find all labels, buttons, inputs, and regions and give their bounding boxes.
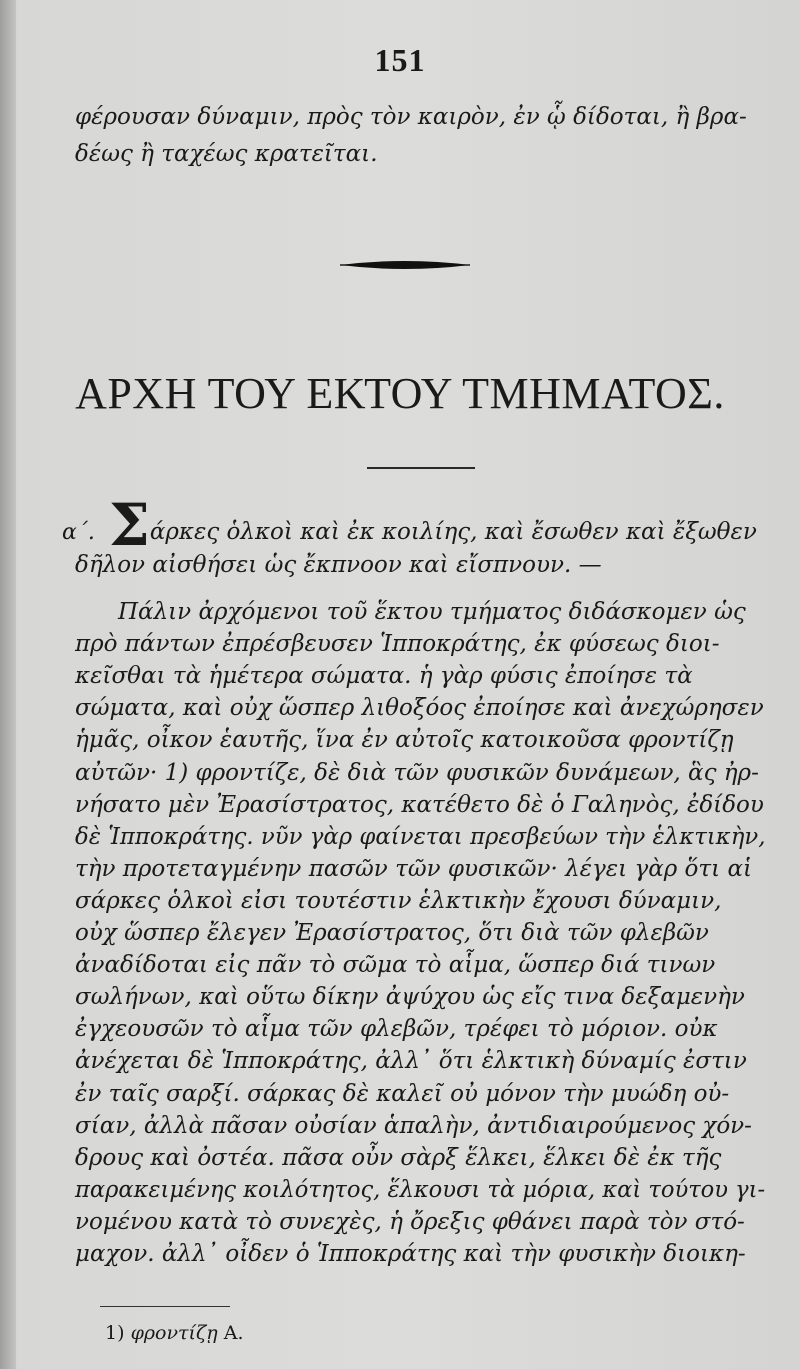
text-line: Πάλιν ἀρχόμενοι τοῦ ἕκτου τμήματος διδάσκομεν ὡς (118, 599, 746, 625)
page-gutter-shadow (0, 0, 16, 1369)
text-line: οὐχ ὥσπερ ἔλεγεν Ἐρασίστρατος, ὅτι διὰ τῶν φλεβῶν (75, 920, 709, 946)
text-line: παρακειμένης κοιλότητος, ἕλκουσι τὰ μόρια, καὶ τούτου γι- (75, 1176, 766, 1203)
footnote-rule (100, 1306, 230, 1307)
text-line: δρους καὶ ὀστέα. πᾶσα οὖν σὰρξ ἕλκει, ἕλκει δὲ ἐκ τῆς (75, 1144, 722, 1171)
footnote (105, 1322, 243, 1344)
text-line: δὲ Ἱπποκράτης. νῦν γὰρ φαίνεται πρεσβεύων τὴν ἑλκτικὴν, (75, 823, 766, 850)
text-line: ἡμᾶς, οἶκον ἑαυτῆς, ἵνα ἐν αὐτοῖς κατοικοῦσα φροντίζῃ (75, 727, 734, 754)
text-line: ἀναδίδοται εἰς πᾶν τὸ σῶμα τὸ αἷμα, ὥσπερ διά τινων (75, 952, 716, 979)
section-ornament (340, 258, 470, 272)
aphorism-line (62, 491, 757, 559)
aphorism-text: άρκες ὁλκοὶ καὶ ἐκ κοιλίης, καὶ ἔσωθεν καὶ ἔξωθεν (149, 519, 757, 545)
footnote-marker: 1) (105, 1322, 125, 1344)
text-line: κεῖσθαι τὰ ἡμέτερα σώματα. ἡ γὰρ φύσις ἐποίησε τὰ (75, 663, 693, 690)
text-line: σάρκες ὁλκοὶ εἰσι τουτέστιν ἑλκτικὴν ἔχουσι δύναμιν, (75, 887, 722, 914)
text-line: σώματα, καὶ οὐχ ὥσπερ λιθοξόος ἐποίησε καὶ ἀνεχώρησεν (75, 695, 764, 722)
heading-rule (367, 467, 475, 469)
text-line: φέρουσαν δύναμιν, πρὸς τὸν καιρὸν, ἐν ᾧ δίδοται, ἢ βρα- (75, 104, 747, 130)
text-line: πρὸ πάντων ἐπρέσβευσεν Ἱπποκράτης, ἐκ φύσεως διοι- (75, 631, 720, 658)
drop-initial: Σ (108, 491, 150, 559)
text-line: ἐγχεουσῶν τὸ αἷμα τῶν φλεβῶν, τρέφει τὸ μόριον. οὐκ (75, 1016, 718, 1043)
text-line: τὴν προτεταγμένην πασῶν τῶν φυσικῶν· λέγει γὰρ ὅτι αἱ (75, 855, 753, 882)
text-line: μαχον. ἀλλ᾽ οἶδεν ὁ Ἱπποκράτης καὶ τὴν φυσικὴν διοικη- (75, 1241, 746, 1267)
footnote-text: φροντίζῃ (130, 1322, 218, 1344)
text-line: σωλήνων, καὶ οὕτω δίκην ἀψύχου ὡς εἴς τινα δεξαμενὴν (75, 984, 745, 1011)
text-line: ἐν ταῖς σαρξί. σάρκας δὲ καλεῖ οὐ μόνον τὴν μυώδη οὐ- (75, 1080, 730, 1107)
aphorism-line-2: δῆλον αἰσθήσει ὡς ἔκπνοον καὶ εἴσπνουν. — (75, 552, 602, 578)
text-line: νομένου κατὰ τὸ συνεχὲς, ἡ ὄρεξις φθάνει παρὰ τὸν στό- (75, 1208, 745, 1235)
page-number: 151 (374, 42, 426, 78)
text-line: νήσατο μὲν Ἐρασίστρατος, κατέθετο δὲ ὁ Γαληνὸς, ἐδίδου (75, 791, 764, 818)
text-line: δέως ἢ ταχέως κρατεῖται. (75, 141, 378, 167)
text-line: αὐτῶν· 1) φροντίζε, δὲ διὰ τῶν φυσικῶν δυνάμεων, ἃς ἠρ- (75, 759, 759, 786)
footnote-siglum: Α. (223, 1322, 244, 1344)
text-line: ἀνέχεται δὲ Ἱπποκράτης, ἀλλ᾽ ὅτι ἑλκτικὴ δύναμίς ἐστιν (75, 1048, 747, 1075)
section-heading: ΑΡΧΗ ΤΟΥ ΕΚΤΟΥ ΤΜΗΜΑΤΟΣ. (75, 369, 725, 418)
text-line: σίαν, ἀλλὰ πᾶσαν οὐσίαν ἁπαλὴν, ἀντιδιαιρούμενος χόν- (75, 1112, 752, 1139)
aphorism-label: α΄. (62, 520, 95, 545)
